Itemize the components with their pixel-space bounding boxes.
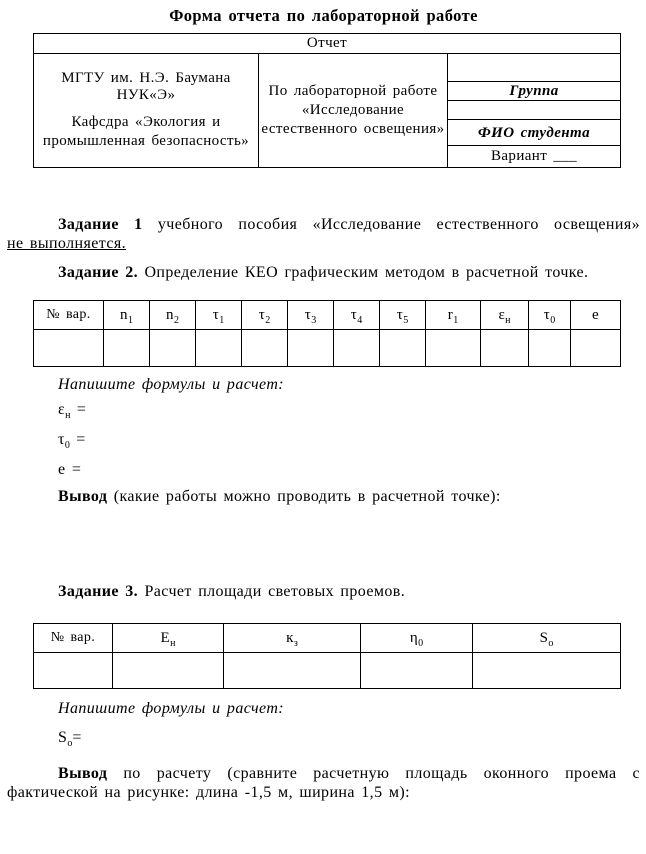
- col-n2: $n_2$: [150, 301, 196, 330]
- university-cell: [34, 54, 259, 168]
- task1-underlined-text: не выполняется.: [7, 235, 126, 252]
- task1-paragraph: [7, 215, 640, 253]
- task1-line2: [7, 234, 640, 253]
- task3-table: [33, 623, 621, 689]
- report-label: Отчет: [34, 34, 621, 54]
- empty-cell[interactable]: [224, 653, 361, 689]
- task3-conclusion-label: Вывод: [58, 765, 108, 782]
- variant-label: Вариант ___: [490, 148, 578, 164]
- empty-cell[interactable]: [473, 653, 621, 689]
- task3-table-header-row: [34, 624, 621, 653]
- student-label: ФИО студента: [448, 120, 620, 146]
- work-title-line3: естественного освещения»: [261, 121, 445, 137]
- formula-e: е =: [58, 461, 82, 478]
- empty-cell[interactable]: [196, 330, 242, 367]
- task2-conclusion-text: (какие работы можно проводить в расчетной точке):: [107, 488, 501, 505]
- col-r1: $r_1$: [426, 301, 481, 330]
- task2-formulas-label: Напишите формулы и расчет:: [58, 376, 285, 393]
- page-title: Форма отчета по лабораторной работе: [169, 6, 478, 25]
- col-S-o: $S_о$: [473, 624, 621, 653]
- formula-S-o: $S_о=$: [58, 729, 82, 750]
- col-E-n: $E_н$: [113, 624, 224, 653]
- task2-table-header-row: [34, 301, 621, 330]
- col-tau0: $\tau_0$: [529, 301, 571, 330]
- col-tau2: $\tau_2$: [242, 301, 288, 330]
- empty-cell[interactable]: [150, 330, 196, 367]
- formula-tau0: $\tau_0$ =: [58, 431, 86, 452]
- task2-heading: [7, 263, 640, 282]
- empty-cell[interactable]: [34, 330, 104, 367]
- col-n1: $n_1$: [104, 301, 150, 330]
- task3-heading: [7, 582, 640, 601]
- task2-table: [33, 300, 621, 367]
- empty-cell[interactable]: [334, 330, 380, 367]
- task3-formulas-label: Напишите формулы и расчет:: [58, 700, 285, 717]
- empty-cell[interactable]: [113, 653, 224, 689]
- group-label: Группа: [448, 82, 620, 101]
- work-title-line2: «Исследование: [301, 102, 405, 118]
- empty-cell[interactable]: [529, 330, 571, 367]
- empty-cell[interactable]: [34, 653, 113, 689]
- col-variant-number: № вар.: [34, 301, 104, 330]
- student-name-input-field[interactable]: [448, 101, 620, 120]
- department-name: Кафсдра «Экология и промышленная безопасность»: [42, 114, 250, 149]
- task3-table-data-row: [34, 653, 621, 689]
- empty-cell[interactable]: [380, 330, 426, 367]
- empty-cell[interactable]: [481, 330, 529, 367]
- task2-conclusion-label: Вывод: [58, 488, 108, 505]
- col-e: е: [571, 301, 621, 330]
- col-tau4: $\tau_4$: [334, 301, 380, 330]
- task3-conclusion: [7, 764, 640, 802]
- col-tau1: $\tau_1$: [196, 301, 242, 330]
- empty-cell[interactable]: [426, 330, 481, 367]
- col-tau3: $\tau_3$: [288, 301, 334, 330]
- empty-cell[interactable]: [104, 330, 150, 367]
- task3-conclusion-line2: фактической на рисунке: длина -1,5 м, ширина 1,5 м):: [7, 784, 410, 801]
- empty-cell[interactable]: [242, 330, 288, 367]
- task3-title: Задание 3.: [58, 583, 139, 600]
- formula-epsilon-n: $\varepsilon_н$ =: [58, 401, 87, 422]
- task1-text: учебного пособия «Исследование естественного освещения»: [142, 216, 640, 233]
- task2-table-data-row: [34, 330, 621, 367]
- report-header-table: [33, 33, 621, 168]
- col-tau5: $\tau_5$: [380, 301, 426, 330]
- work-title-line1: По лабораторной работе: [268, 83, 438, 99]
- task2-title: Задание 2.: [58, 264, 139, 281]
- empty-cell[interactable]: [571, 330, 621, 367]
- student-info-cell: [448, 54, 621, 168]
- empty-cell[interactable]: [361, 653, 473, 689]
- work-title-cell: [259, 54, 448, 168]
- col-k-z: $к_з$: [224, 624, 361, 653]
- task3-conclusion-text1: по расчету (сравните расчетную площадь оконного проема с: [107, 765, 640, 782]
- col-epsilon-n: $\varepsilon_н$: [481, 301, 529, 330]
- group-input-field[interactable]: [448, 54, 620, 82]
- task3-conclusion-line1: [7, 764, 640, 783]
- col-eta0: $\eta_0$: [361, 624, 473, 653]
- task2-text: Определение КЕО графическим методом в расчетной точке.: [138, 264, 589, 281]
- task2-conclusion: [7, 487, 640, 506]
- task3-text: Расчет площади световых проемов.: [138, 583, 406, 600]
- empty-cell[interactable]: [288, 330, 334, 367]
- university-name: МГТУ им. Н.Э. Баумана НУК«Э»: [61, 70, 231, 103]
- task1-line1: [7, 215, 640, 234]
- col-variant-number: № вар.: [34, 624, 113, 653]
- task1-title: Задание 1: [58, 216, 143, 233]
